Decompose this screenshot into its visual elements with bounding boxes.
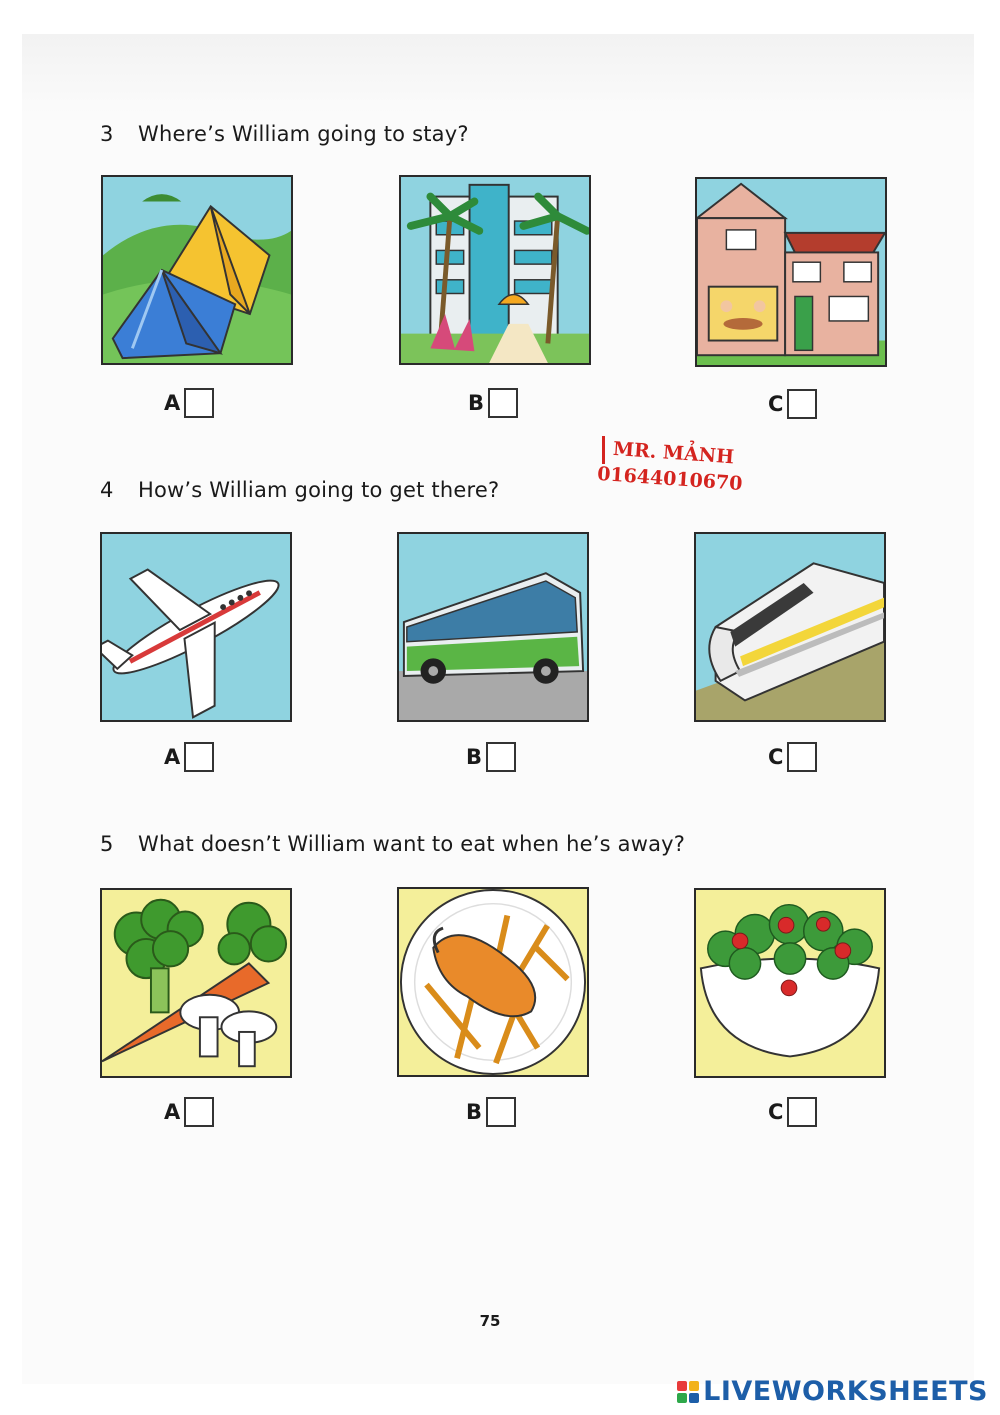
question-3	[100, 122, 469, 146]
stamp-phone: 01644010670	[596, 462, 744, 496]
answer-box-5c[interactable]	[787, 1097, 817, 1127]
answer-box-4c[interactable]	[787, 742, 817, 772]
plane-icon	[100, 532, 292, 722]
option-3c	[768, 389, 817, 419]
question-text: What doesn’t William want to eat when he’s away?	[138, 832, 686, 856]
answer-box-5a[interactable]	[184, 1097, 214, 1127]
answer-box-5b[interactable]	[486, 1097, 516, 1127]
option-letter: C	[768, 1100, 784, 1124]
option-letter: C	[768, 745, 784, 769]
answer-box-3c[interactable]	[787, 389, 817, 419]
question-text: Where’s William going to stay?	[138, 122, 469, 146]
option-letter: A	[164, 391, 181, 415]
option-4a	[164, 742, 214, 772]
answer-box-4a[interactable]	[184, 742, 214, 772]
page-number: 75	[479, 1312, 501, 1330]
question-number: 5	[100, 832, 114, 856]
option-letter: A	[164, 745, 181, 769]
page-shadow	[22, 34, 974, 114]
option-letter: B	[468, 391, 485, 415]
option-letter: B	[466, 1100, 483, 1124]
option-4b	[466, 742, 516, 772]
stamp-name: MR. MẢNH	[612, 437, 735, 469]
hotel-icon	[399, 175, 591, 365]
liveworksheets-logo	[677, 1376, 988, 1407]
question-5	[100, 832, 685, 856]
option-letter: A	[164, 1100, 181, 1124]
train-icon	[694, 532, 886, 722]
answer-box-4b[interactable]	[486, 742, 516, 772]
house-icon	[695, 177, 887, 367]
option-4c	[768, 742, 817, 772]
stamp	[596, 435, 745, 497]
option-5b	[466, 1097, 516, 1127]
salad-icon	[694, 888, 886, 1078]
tents-icon	[101, 175, 293, 365]
option-3a	[164, 388, 214, 418]
vegetables-icon	[100, 888, 292, 1078]
bus-icon	[397, 532, 589, 722]
answer-box-3b[interactable]	[488, 388, 518, 418]
brand-name: LIVEWORKSHEETS	[703, 1376, 988, 1407]
logo-icon	[677, 1381, 699, 1403]
option-3b	[468, 388, 518, 418]
answer-box-3a[interactable]	[184, 388, 214, 418]
option-letter: C	[768, 392, 784, 416]
question-number: 4	[100, 478, 114, 502]
option-5a	[164, 1097, 214, 1127]
option-5c	[768, 1097, 817, 1127]
chicken-chips-icon	[397, 887, 589, 1077]
option-letter: B	[466, 745, 483, 769]
question-number: 3	[100, 122, 114, 146]
question-4	[100, 478, 499, 502]
question-text: How’s William going to get there?	[138, 478, 500, 502]
